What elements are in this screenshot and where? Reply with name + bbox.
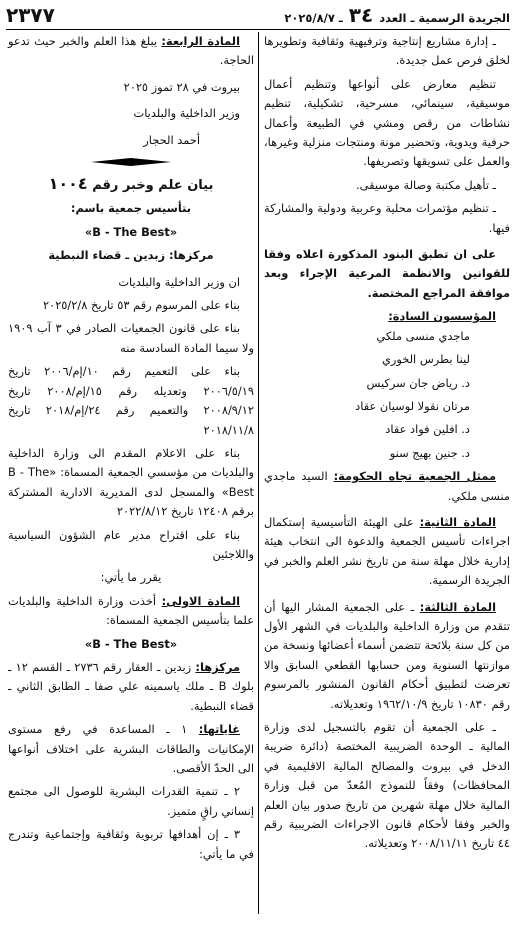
- paragraph: ـ على الجمعية أن تقوم بالتسجيل لدى وزارة المالية ـ الوحدة الضريبية المختصة (دائرة ضريبة الدخل في بيروت والمصالح المالية الاقليمية في المحافظات) وفقاً للنموذج المُعدّ من قبل وزارة المالية خلال مهلة شهرين من تاريخ صدور بيان العلم والخبر وفقا لأحكام قانون الاجراءات الضريبية رقم ٤٤ تاريخ ٢٠٠٨/١١/١١ وتعديلاته.: [264, 720, 510, 851]
- paragraph: بناء على المرسوم رقم ٥٣ تاريخ ٢٠٢٥/٢/٨: [42, 298, 240, 313]
- decision-heading: يقرر ما يأتي:: [100, 570, 162, 585]
- paragraph: على ان تطبق البنود المذكورة اعلاه وفقا للقوانين والانظمة المرعية الإجراء وبعد موافقة المراجع المختصة.: [264, 247, 510, 300]
- founder-name: د. جنين بهيج سنو: [389, 445, 470, 460]
- paragraph: ـ تنظيم مؤتمرات محلية وعربية ودولية والمشاركة فيها.: [264, 201, 510, 235]
- place-date: بيروت في ٢٨ تموز ٢٠٢٥: [123, 79, 240, 94]
- separator: [8, 156, 254, 168]
- founder-name: د. افلين فواد عقاد: [385, 422, 470, 437]
- paragraph: تنظيم معارض على أنواعها وتنظيم أعمال موسيقية، سينمائي، مسرحية، تشكيلية، تنظيم نشاطات من رقص ومشي في الطبيعة وأعمال حرفية ويدوية، وتحضير مونة ومنتجات منزلية وغيرها، والعمل على تسويقها وتصريفها.: [264, 76, 510, 169]
- issue-date: ـ ٢٠٢٥/٨/٧: [284, 11, 343, 25]
- article-label: المادة الاولى:: [161, 593, 240, 608]
- hq-text: زبدين ـ العقار رقم ٢٧٣٦ ـ القسم ١٢ ـ بلوك B ـ ملك ياسمينه علي صفا ـ الطابق الثاني ـ قضاء النبطية.: [8, 659, 254, 713]
- article-label: المادة الثانية:: [419, 514, 496, 529]
- gazette-title: الجريدة الرسمية ـ العدد: [379, 11, 510, 25]
- representative: [264, 467, 510, 506]
- left-column: [8, 32, 254, 864]
- representative-label: ممثل الجمعية تجاه الحكومة:: [333, 469, 497, 484]
- association-name: «B - The Best»: [84, 636, 178, 651]
- goal-item: ٣ ـ إن أهدافها تربوية وثقافية وإجتماعية وتندرج في ما يأتي:: [8, 827, 254, 861]
- paragraph: بناء على التعميم رقم ١٠/إم/٢٠٠٦ تاريخ ٢٠٠٦/٥/١٩ وتعديله رقم ١٥/إم/٢٠٠٨ تاريخ ٢٠٠٨/٩/١٢ والتعميم رقم ٢٤/إم/٢٠١٨ تاريخ ٢٠١٨/١١/٨: [8, 364, 255, 437]
- hq-label: مركزها:: [195, 659, 240, 674]
- founders-heading: المؤسسون السادة:: [388, 309, 496, 324]
- paragraph: بناء على قانون الجمعيات الصادر في ٣ آب ١٩٠٩ ولا سيما المادة السادسة منه: [8, 321, 254, 355]
- article-label: المادة الثالثة:: [419, 599, 496, 614]
- founder-name: ماجدي منسى ملكي: [376, 328, 470, 343]
- article-text: يبلغ هذا العلم والخبر حيث تدعو الحاجة.: [8, 34, 254, 68]
- article-text: ـ على الجمعية المشار اليها أن تتقدم من وزارة الداخلية والبلديات في الشهر الأول من كل سنة بلائحة تتضمن أسماء أعضائها ونسخة من موازنتها السنوية ومن حسابها القطعي السابق والا تعرضت لتطبيق أحكام القانون المنشور بالمرسوم رقم ١٠٨٣٠ تاريخ ١٩٦٢/١٠/٩ وتعديلاته.: [264, 599, 510, 711]
- article-text: على الهيئة التأسيسية إستكمال اجراءات تأسيس الجمعية والدعوة الى انتخاب هيئة إدارية خلال مهلة سنة من تاريخ نشر العلم والخبر في الجريدة الرسمية.: [264, 514, 510, 588]
- founder-name: لينا بطرس الخوري: [381, 352, 470, 367]
- minister-title: وزير الداخلية والبلديات: [133, 106, 240, 121]
- paragraph: ـ تأهيل مكتبة وصالة موسيقى.: [356, 177, 496, 192]
- founder-name: د. رياض جان سركيس: [366, 375, 470, 390]
- article-label: المادة الرابعة:: [161, 34, 240, 48]
- association-name: «B - The Best»: [84, 224, 178, 239]
- goals-label: غاياتها:: [198, 722, 241, 737]
- article-4: [8, 32, 254, 71]
- issue-number: ٣٤: [348, 3, 374, 27]
- minister-name: أحمد الحجار: [143, 132, 200, 147]
- statement-title-text: بيان علم وخبر رقم: [92, 178, 214, 194]
- headquarters: [8, 658, 254, 716]
- article-1: [8, 592, 254, 631]
- statement-title: [8, 174, 254, 195]
- founder-name: مرتان نقولا لوسيان عقاد: [355, 398, 470, 413]
- paragraph: ـ إدارة مشاريع إنتاجية وترفيهية وثقافية وتطويرها لخلق فرص عمل جديدة.: [264, 34, 510, 68]
- hq-title: مركزها: زبدين ـ قضاء النبطية: [48, 248, 214, 263]
- paragraph: بناء على الاعلام المقدم الى وزارة الداخلية والبلديات من مؤسسي الجمعية المسماة: «B - The Best» والمسجل لدى المديرية الادارية المشتركة برقم ١٢٤٠٨ تاريخ ٢٠٢٢/٨/١٢: [8, 445, 254, 519]
- page-number: ٢٣٧٧: [6, 3, 55, 27]
- article-text: أخذت وزارة الداخلية والبلديات علما بتأسيس الجمعية المسماة:: [8, 593, 254, 628]
- statement-number: ١٠٠٤: [48, 174, 88, 194]
- article-3: [264, 598, 510, 714]
- representative-name: السيد ماجدي منسى ملكي.: [264, 469, 510, 503]
- right-column: [264, 32, 510, 854]
- paragraph: بناء على اقتراح مدير عام الشؤون السياسية واللاجئين: [8, 527, 254, 561]
- page-header: [6, 4, 510, 30]
- article-2: [264, 513, 510, 591]
- founders-list: [264, 327, 510, 463]
- ornament-separator: [91, 158, 171, 166]
- paragraph: ان وزير الداخلية والبلديات: [118, 274, 240, 289]
- header-title-group: [284, 3, 510, 27]
- goal-item: ٢ ـ تنمية القدرات البشرية للوصول الى مجتمع إنساني راقٍ متميز.: [8, 784, 254, 818]
- goal-item: ١ ـ المساعدة في رفع مستوى الإمكانيات والطاقات البشرية على اختلاف أنواعها الى الحدّ الأقصى.: [8, 722, 254, 775]
- column-divider: [258, 32, 259, 914]
- goals: [8, 720, 254, 778]
- statement-subtitle: بتأسيس جمعية باسم:: [70, 201, 192, 216]
